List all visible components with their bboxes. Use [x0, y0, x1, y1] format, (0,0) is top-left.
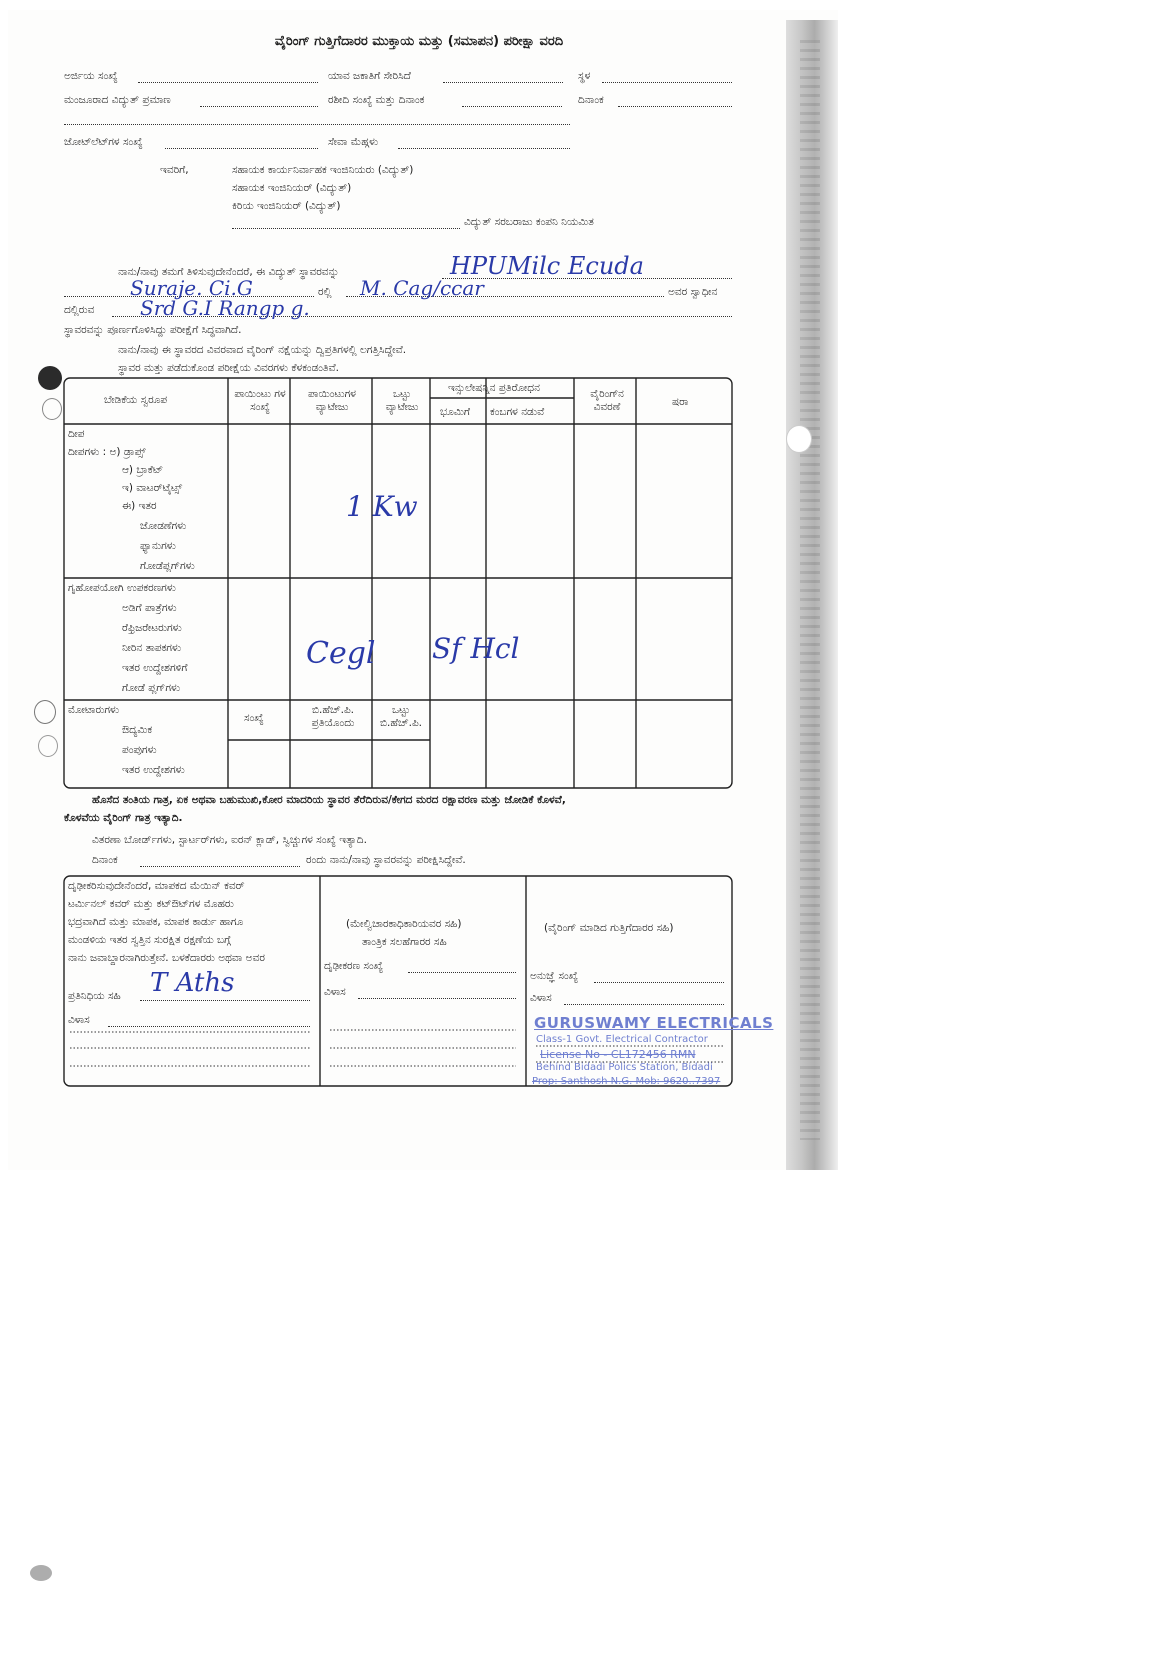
row3-line: ಪಂಪುಗಳು	[122, 744, 157, 756]
handwritten-signature: T Aths	[150, 968, 235, 998]
label-address-right: ವಿಳಾಸ	[530, 992, 552, 1004]
form-title: ವೈರಿಂಗ್ ಗುತ್ತಿಗೆದಾರರ ಮುಕ್ತಾಯ ಮತ್ತು (ಸಮಾಪನ) ಪರೀಕ್ಷಾ ವರದಿ	[274, 34, 564, 49]
addressee-line1: ಸಹಾಯಕ ಕಾರ್ಯನಿರ್ವಾಹಕ ಇಂಜಿನಿಯರು (ವಿದ್ಯುತ್)	[232, 164, 414, 176]
field-line	[564, 1004, 724, 1005]
label-rep-sign: ಪ್ರತಿನಿಧಿಯ ಸಹಿ	[68, 990, 121, 1002]
right-title: (ವೈರಿಂಗ್ ಮಾಡಿದ ಗುತ್ತಿಗೆದಾರರ ಸಹಿ)	[544, 922, 674, 934]
text-in: ರಲ್ಲಿ	[318, 286, 332, 298]
cert-text: ನಾನು ಜವಾಬ್ದಾರನಾಗಿರುತ್ತೇನೆ. ಬಳಕೆದಾರರು ಅಥವಾ ಅವರ	[68, 952, 265, 964]
stamp-line2: License No - CL172456 RMN	[540, 1048, 696, 1061]
addressee-company: ವಿದ್ಯುತ್ ಸರಬರಾಜು ಕಂಪನಿ ನಿಯಮಿತ	[464, 216, 594, 228]
intro-text: ನಾನು/ನಾವು ತಮಗೆ ತಿಳಿಸುವುದೇನೆಂದರೆ, ಈ ವಿದ್ಯುತ್ ಸ್ಥಾವರವನ್ನು	[118, 266, 340, 278]
label-address-mid: ವಿಳಾಸ	[324, 986, 346, 998]
row2-line: ಅಡಿಗೆ ಪಾತ್ರೆಗಳು	[122, 602, 177, 614]
motor-hp-each: ಬಿ.ಹೆಚ್.ಪಿ. ಪ್ರತಿಯೊಂದು	[311, 704, 355, 729]
text-details: ಸ್ಥಾವರ ಮತ್ತು ಪಡೆದುಕೊಂಡ ಪರೀಕ್ಷೆಯ ವಿವರಗಳು ಕೆಳಕಂಡಂತಿವೆ.	[118, 362, 339, 374]
th-remarks: ಷರಾ	[672, 396, 689, 408]
text-diagram: ನಾನು/ನಾವು ಈ ಸ್ಥಾವರದ ವಿವರವಾದ ವೈರಿಂಗ್ ನಕ್ಷೆಯನ್ನು ದ್ವಿಪ್ರತಿಗಳಲ್ಲಿ ಲಗತ್ತಿಸಿದ್ದೇವೆ.	[118, 344, 407, 356]
row2-line: ಇತರ ಉದ್ದೇಶಗಳಿಗೆ	[122, 662, 188, 674]
handwritten-line2: Suraje. Ci.G	[130, 276, 253, 300]
para-wire-size: ಹೊಸೆದ ತಂತಿಯ ಗಾತ್ರ, ಏಕ ಅಥವಾ ಬಹುಮುಖಿ,ಕೋರ ಮಾದರಿಯ ಸ್ಥಾವರ ತೆರೆದಿರುವ/ಕೇಗದ ಮರದ ರಕ್ಷಾವರಣ ಮತ್ತು ಜೋಡಿಕೆ ಕೊಳವೆ,	[92, 794, 566, 806]
th-between-wires: ಕಂಬಗಳ ನಡುವೆ	[490, 406, 545, 418]
label-service-mains: ಸೇವಾ ಮೆಹ್ಗಳು	[328, 136, 379, 148]
field-line	[108, 1026, 310, 1027]
text-owner: ಅವರ ಸ್ವಾಧೀನ	[668, 286, 718, 298]
mid-title2: ತಾಂತ್ರಿಕ ಸಲಹೆಗಾರರ ಸಹಿ	[362, 936, 447, 948]
label-place: ಸ್ಥಳ	[578, 70, 591, 82]
stamp-name: GURUSWAMY ELECTRICALS	[534, 1014, 774, 1032]
th-wiring-details: ವೈರಿಂಗ್‍ನ ವಿವರಣೆ	[590, 388, 624, 413]
handwritten-row2-note-a: Cegl	[306, 636, 376, 671]
row1-line: ಇ) ವಾಟರ್‌ಟೈಟ್ಸ್	[122, 482, 183, 494]
row1-line: ಫ್ಯಾನುಗಳು	[140, 540, 176, 552]
label-date: ದಿನಾಂಕ	[578, 94, 604, 106]
addressee-line2: ಸಹಾಯಕ ಇಂಜಿನಿಯರ್ (ವಿದ್ಯುತ್)	[232, 182, 352, 194]
para-date-text: ರಂದು ನಾನು/ನಾವು ಸ್ಥಾವರವನ್ನು ಪರೀಕ್ಷಿಸಿದ್ದೇವೆ.	[306, 854, 466, 866]
stamp-line4: Prop: Santhosh N.G. Mob: 9620..7397	[532, 1076, 721, 1087]
row3-line: ಇತರ ಉದ್ದೇಶಗಳು	[122, 764, 185, 776]
para-date-label: ದಿನಾಂಕ	[92, 854, 118, 866]
row2-line: ಗೃಹೋಪಯೋಗಿ ಉಪಕರಣಗಳು	[68, 582, 176, 594]
para-wire-size-2: ಕೊಳವೆಯ ವೈರಿಂಗ್ ಗಾತ್ರ ಇತ್ಯಾದಿ.	[64, 812, 183, 824]
handwritten-row1-note: 1 Kw	[346, 490, 418, 523]
row1-line: ಆ) ಬ್ರಾಕೆಟ್	[122, 464, 164, 476]
row1-line: ದೀಪ	[68, 428, 85, 440]
row2-line: ರೆಫ್ರಿಜರೇಟರುಗಳು	[122, 622, 182, 634]
cert-text: ದೃಢೀಕರಿಸುವುದೇನೆಂದರೆ, ಮಾಪಕದ ಮೆಯಿನ್ ಕವರ್	[68, 880, 245, 892]
label-sanctioned-power: ಮಂಜೂರಾದ ವಿದ್ಯುತ್ ಪ್ರಮಾಣ	[64, 94, 171, 106]
field-line	[358, 998, 516, 999]
handwritten-site-name: HPUMilc Ecuda	[450, 252, 644, 280]
handwritten-line2b: M. Cag/ccar	[360, 276, 484, 300]
motor-total-hp: ಒಟ್ಟು ಬಿ.ಹೆಚ್.ಪಿ.	[379, 704, 423, 729]
th-load-type: ಬೇಡಿಕೆಯ ಸ್ವರೂಪ	[104, 394, 168, 406]
row1-line: ಈ) ಇತರ	[122, 500, 157, 512]
cert-text: ಮಂಡಳಿಯ ಇತರ ಸ್ವತ್ತಿನ ಸುರಕ್ಷಿತ ರಕ್ಷಣೆಯ ಬಗ್ಗೆ	[68, 934, 231, 946]
label-application-no: ಅರ್ಜಿಯ ಸಂಖ್ಯೆ	[64, 70, 118, 82]
label-receipt: ರಶೀದಿ ಸಂಖ್ಯೆ ಮತ್ತು ದಿನಾಂಕ	[328, 94, 425, 106]
cert-text: ಟರ್ಮಿನಲ್ ಕವರ್ ಮತ್ತು ಕಟ್‌ಔಟ್‌ಗಳ ಮೊಹರು	[68, 898, 234, 910]
label-category: ಯಾವ ಜಕಾತಿಗೆ ಸೇರಿಸಿದೆ	[328, 70, 411, 82]
row1-line: ದೀಪಗಳು : ಅ) ಡ್ರಾಪ್ಸ್	[68, 446, 146, 458]
th-points-no: ಪಾಯಿಂಟು ಗಳ ಸಂಖ್ಯೆ	[234, 388, 286, 413]
th-to-earth: ಭೂಮಿಗೆ	[440, 406, 471, 418]
label-cert-no: ದೃಢೀಕರಣ ಸಂಖ್ಯೆ	[324, 960, 384, 972]
row3-line: ಮೋಟಾರುಗಳು	[68, 704, 120, 716]
cert-text: ಭದ್ರವಾಗಿದೆ ಮತ್ತು ಮಾಪಕ, ಮಾಪಕ ಕಾರ್ಡು ಹಾಗೂ	[68, 916, 244, 928]
label-to: ಇವರಿಗೆ,	[160, 164, 189, 176]
row2-line: ಗೋಡೆ ಪ್ಲಗ್‌ಗಳು	[122, 682, 181, 694]
stamp-line1: Class-1 Govt. Electrical Contractor	[536, 1034, 708, 1045]
label-license-no: ಅನುಜ್ಞೆ ಸಂಖ್ಯೆ	[530, 970, 579, 982]
row1-line: ಜೋಡಣೆಗಳು	[140, 520, 187, 532]
field-line	[140, 1000, 310, 1001]
motor-count: ಸಂಖ್ಯೆ	[244, 712, 264, 724]
mid-title1: (ಮೇಲ್ವಿಚಾರಕಾಧಿಕಾರಿಯವರ ಸಹಿ)	[346, 918, 462, 930]
addressee-line3: ಕಿರಿಯ ಇಂಜಿನಿಯರ್ (ವಿದ್ಯುತ್)	[232, 200, 341, 212]
punch-hole	[30, 1565, 52, 1581]
para-boards: ವಿತರಣಾ ಬೋರ್ಡ್‌ಗಳು, ಸ್ಟಾರ್ಟರ್‌ಗಳು, ಐರನ್ ಕ್ಲಾಡ್, ಸ್ವಿಚ್ಚುಗಳ ಸಂಖ್ಯೆ ಇತ್ಯಾದಿ.	[92, 834, 367, 846]
th-points-watts: ಪಾಯಿಂಟುಗಳ ವ್ಯಾಟೇಜು	[308, 388, 356, 413]
label-joint-lights: ಜೋಟ್‍ಲೆಟ್‍ಗಳ ಸಂಖ್ಯೆ	[64, 136, 143, 148]
text-complete: ಸ್ಥಾವರವನ್ನು ಪೂರ್ಣಗೊಳಿಸಿದ್ದು ಪರೀಕ್ಷೆಗೆ ಸಿದ್ಧವಾಗಿದೆ.	[64, 324, 242, 336]
handwritten-line3: Srd G.I Rangp g.	[140, 296, 310, 320]
row3-line: ಔದ್ಯಮಿಕ	[122, 724, 153, 736]
text-located: ದಲ್ಲಿರುವ	[64, 304, 95, 316]
row1-line: ಗೋಡೆಪ್ಲಗ್‌ಗಳು	[140, 560, 195, 572]
field-line	[408, 972, 516, 973]
th-total-watts: ಒಟ್ಟು ವ್ಯಾಟೇಜು	[385, 388, 419, 413]
handwritten-row2-note-b: Sf Hcl	[432, 632, 520, 665]
field-line	[594, 982, 724, 983]
label-address-left: ವಿಳಾಸ	[68, 1014, 90, 1026]
th-insulation: ಇನ್ಸುಲೇಷನ್ನಿನ ಪ್ರತಿರೋಧನ	[448, 382, 540, 394]
row2-line: ನೀರಿನ ತಾಪಕಗಳು	[122, 642, 182, 654]
stamp-line3: Behind Bidadi Polics Station, Bidadi	[536, 1062, 713, 1073]
